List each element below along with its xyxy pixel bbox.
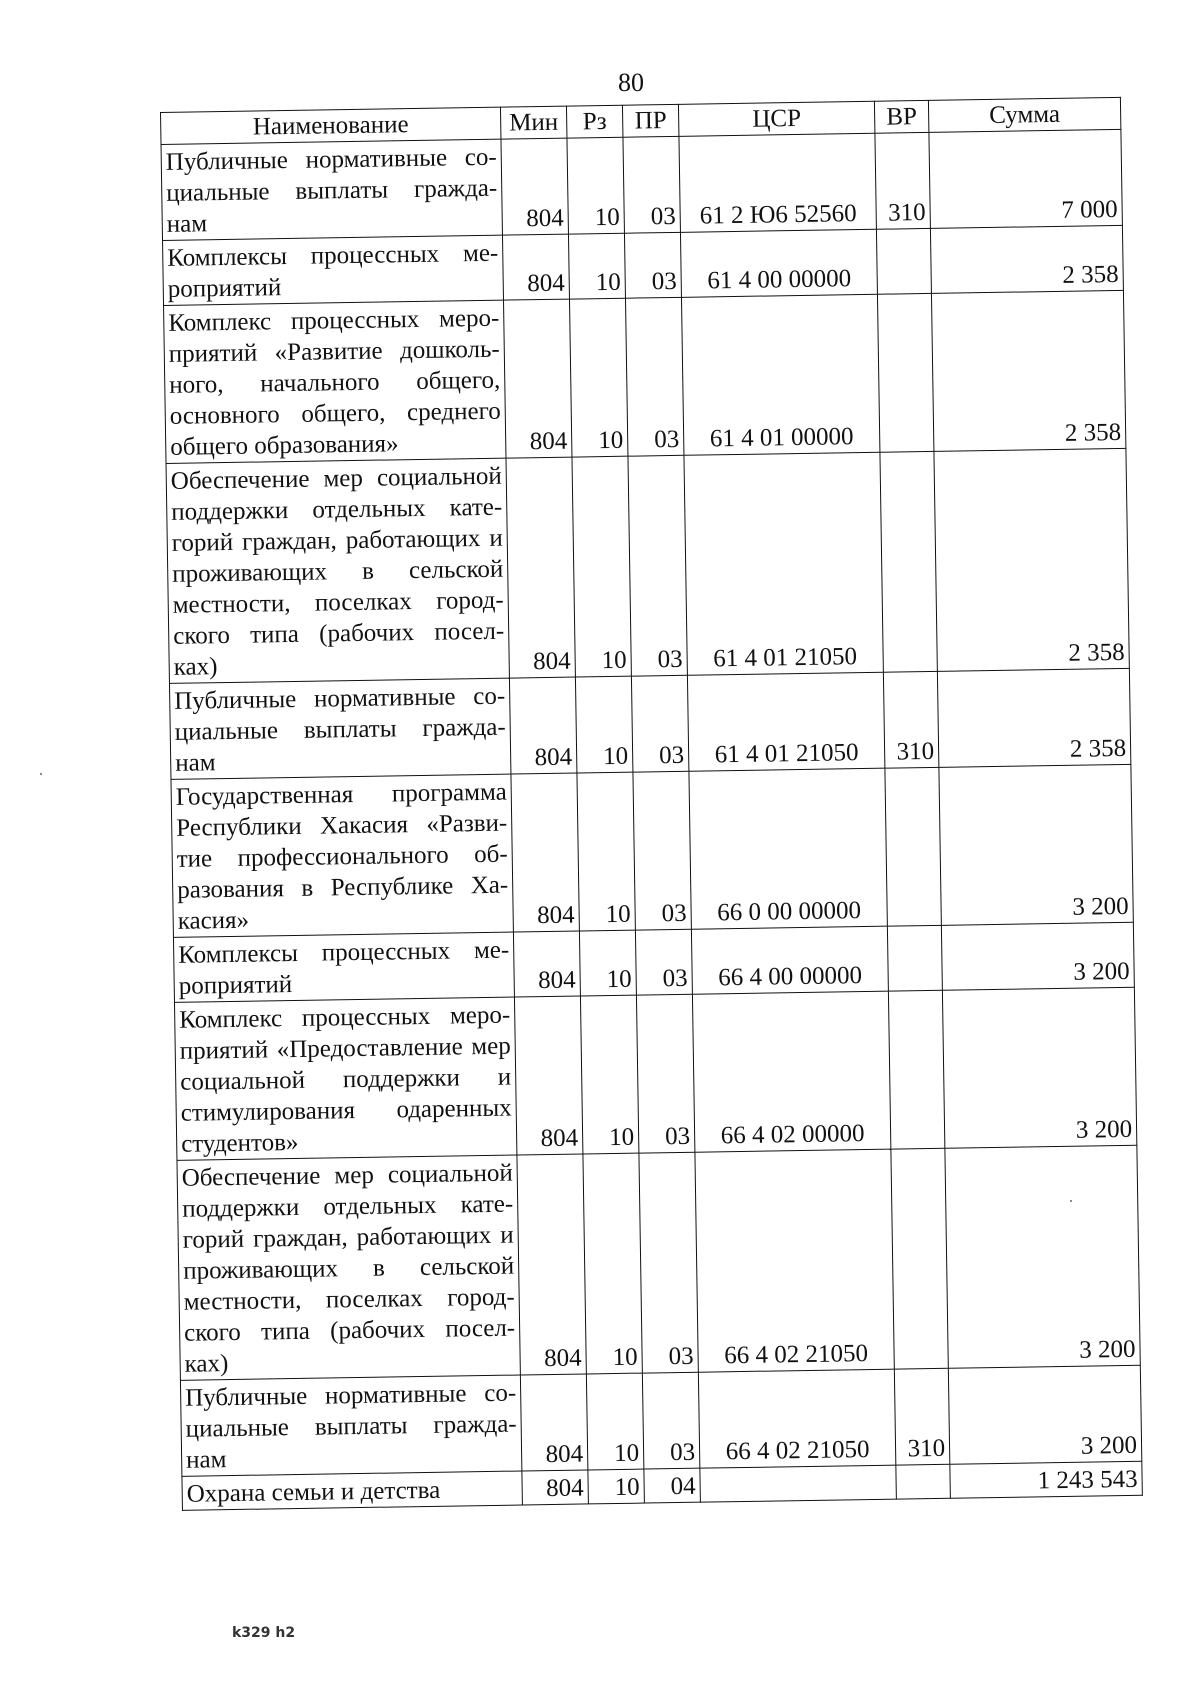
cell-sum: 1 243 543 <box>950 1461 1143 1498</box>
cell-name: Комплексы процессных ме-роприятий <box>163 235 504 305</box>
cell-sum: 3 200 <box>945 1145 1140 1368</box>
cell-vr: 310 <box>883 671 939 768</box>
cell-min: 804 <box>506 457 575 678</box>
cell-pr: 03 <box>628 455 687 676</box>
scan-speck <box>40 773 42 775</box>
cell-sum: 2 358 <box>930 225 1123 293</box>
cell-min: 804 <box>522 1470 589 1505</box>
cell-min: 804 <box>502 234 569 300</box>
table-row <box>164 290 1126 463</box>
table-row <box>174 987 1136 1160</box>
table-row <box>169 668 1130 779</box>
cell-csr: 61 4 01 00000 <box>681 294 879 455</box>
cell-pr: 03 <box>636 994 694 1153</box>
cell-name: Комплексы процессных ме-роприятий <box>173 932 514 1002</box>
cell-vr <box>896 1464 951 1499</box>
cell-rz: 10 <box>572 456 631 677</box>
cell-sum: 2 358 <box>931 290 1125 451</box>
cell-csr: 61 2 Ю6 52560 <box>679 133 876 232</box>
cell-min: 804 <box>514 996 582 1155</box>
cell-rz: 10 <box>588 1469 645 1504</box>
cell-csr <box>700 1465 897 1502</box>
cell-sum: 2 358 <box>934 448 1129 671</box>
header-vr: ВР <box>874 100 928 133</box>
cell-pr: 03 <box>642 1372 700 1469</box>
table-row <box>177 1145 1140 1380</box>
header-pr: ПР <box>622 104 678 137</box>
cell-name: Обеспечение мер социальной поддержки отдельных кате-горий граждан, работающих и проживающих в сельской местности, поселках город-ского типа (рабочих посел-ках) <box>177 1155 520 1380</box>
cell-rz: 10 <box>569 298 627 457</box>
header-sum: Сумма <box>928 97 1120 132</box>
cell-name: Комплекс процессных меро-приятий «Развитие дошколь-ного, начального общего, основного общего, среднего общего образования» <box>164 300 506 463</box>
cell-vr <box>891 1148 948 1369</box>
cell-pr: 03 <box>633 771 691 930</box>
cell-rz: 10 <box>577 772 635 931</box>
cell-pr: 03 <box>625 297 683 456</box>
cell-sum: 3 200 <box>948 1365 1141 1464</box>
cell-csr: 61 4 01 21050 <box>684 452 883 675</box>
table-row <box>171 764 1133 937</box>
table-row <box>161 129 1122 240</box>
cell-name: Публичные нормативные со-циальные выплаты гражда-нам <box>169 678 510 779</box>
cell-pr: 03 <box>631 675 689 772</box>
cell-min: 804 <box>501 138 568 235</box>
header-name: Наименование <box>161 107 501 144</box>
cell-csr: 66 4 02 21050 <box>695 1149 894 1372</box>
budget-table <box>160 97 1143 1511</box>
cell-rz: 10 <box>568 233 625 299</box>
cell-name: Публичные нормативные со-циальные выплаты гражда-нам <box>161 139 502 240</box>
cell-rz: 10 <box>567 137 625 234</box>
cell-pr: 03 <box>623 136 681 233</box>
cell-pr: 03 <box>624 232 681 298</box>
cell-rz: 10 <box>583 1153 642 1374</box>
table-body <box>161 129 1142 1510</box>
cell-vr <box>876 228 931 294</box>
cell-min: 804 <box>513 931 580 997</box>
cell-sum: 3 200 <box>941 922 1134 990</box>
cell-pr: 04 <box>644 1468 701 1503</box>
cell-csr: 66 4 02 21050 <box>698 1369 895 1468</box>
cell-name: Комплекс процессных меро-приятий «Предоставление мер социальной поддержки и стимулирования одаренных студентов» <box>174 997 516 1160</box>
cell-pr: 03 <box>639 1152 698 1373</box>
header-rz: Рз <box>566 105 622 138</box>
footer-code: k329 h2 <box>232 1625 296 1641</box>
cell-min: 804 <box>517 1154 586 1375</box>
cell-sum: 3 200 <box>942 987 1136 1148</box>
cell-vr: 310 <box>875 132 931 229</box>
cell-min: 804 <box>503 299 571 458</box>
cell-csr: 66 4 00 00000 <box>691 926 888 994</box>
cell-csr: 61 4 00 00000 <box>680 229 877 297</box>
cell-csr: 66 4 02 00000 <box>692 991 890 1152</box>
page-number: 80 <box>618 68 644 97</box>
header-csr: ЦСР <box>678 101 874 136</box>
cell-name: Охрана семьи и детства <box>182 1471 522 1510</box>
cell-name: Обеспечение мер социальной поддержки отдельных кате-горий граждан, работающих и проживающих в сельской местности, поселках город-ского типа (рабочих посел-ках) <box>166 458 509 683</box>
header-min: Мин <box>500 106 566 139</box>
table-row <box>166 448 1129 683</box>
cell-min: 804 <box>509 677 576 774</box>
cell-sum: 7 000 <box>929 129 1122 228</box>
cell-name: Государственная программа Республики Хакасия «Разви-тие профессионального об-разования в Республике Ха-касия» <box>171 774 513 937</box>
cell-csr: 66 0 00 00000 <box>689 768 887 929</box>
cell-rz: 10 <box>575 676 633 773</box>
cell-rz: 10 <box>580 995 638 1154</box>
cell-vr <box>887 925 942 991</box>
cell-csr: 61 4 01 21050 <box>687 672 884 771</box>
cell-vr <box>877 293 933 452</box>
cell-rz: 10 <box>579 930 636 996</box>
cell-vr: 310 <box>894 1368 950 1465</box>
scan-speck <box>1070 1200 1072 1202</box>
budget-table-sheet <box>160 97 1142 1511</box>
cell-vr <box>880 451 937 672</box>
cell-vr <box>885 767 941 926</box>
cell-rz: 10 <box>586 1373 644 1470</box>
cell-sum: 2 358 <box>937 668 1130 767</box>
cell-min: 804 <box>520 1374 587 1471</box>
cell-vr <box>888 990 944 1149</box>
cell-name: Публичные нормативные со-циальные выплаты гражда-нам <box>180 1375 521 1476</box>
cell-sum: 3 200 <box>939 764 1133 925</box>
cell-min: 804 <box>511 773 579 932</box>
cell-pr: 03 <box>635 929 692 995</box>
table-row <box>180 1365 1141 1476</box>
